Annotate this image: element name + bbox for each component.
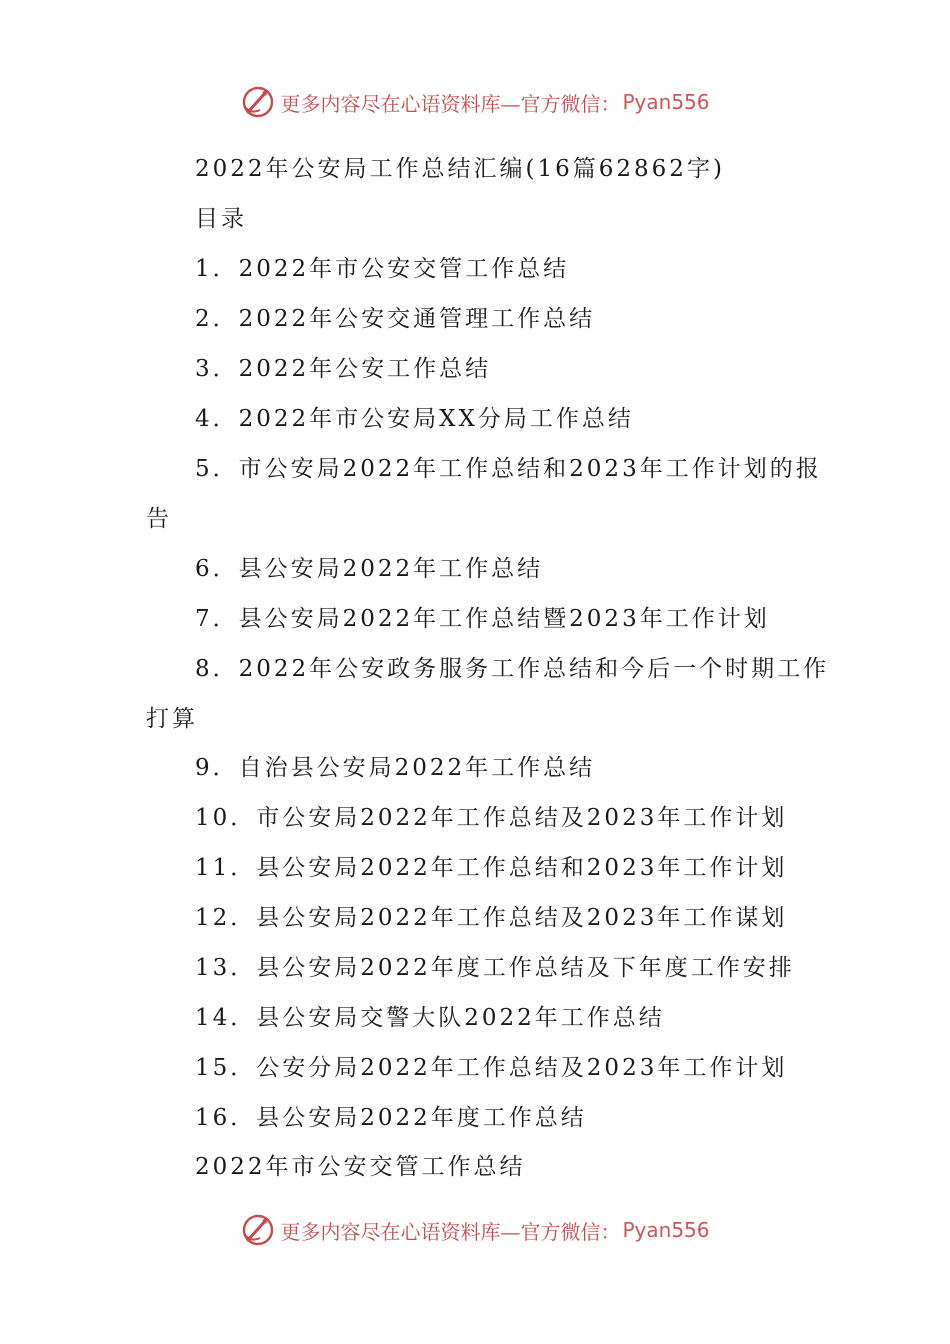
watermark-text: 更多内容尽在心语资料库—官方微信： bbox=[280, 91, 621, 116]
watermark-contact: Pyan556 bbox=[622, 90, 710, 114]
toc-item-continuation: 打算 bbox=[146, 706, 198, 732]
pen-circle-logo-icon bbox=[240, 84, 276, 120]
toc-item: 1．2022年市公安交管工作总结 bbox=[195, 256, 570, 282]
watermark-banner-bottom bbox=[0, 1208, 950, 1252]
toc-item: 15．公安分局2022年工作总结及2023年工作计划 bbox=[195, 1055, 788, 1081]
section-heading: 2022年市公安交管工作总结 bbox=[195, 1154, 526, 1180]
toc-item: 4．2022年市公安局XX分局工作总结 bbox=[195, 406, 634, 432]
toc-item: 13．县公安局2022年度工作总结及下年度工作安排 bbox=[195, 955, 795, 981]
toc-item: 12．县公安局2022年工作总结及2023年工作谋划 bbox=[195, 905, 788, 931]
toc-item: 8．2022年公安政务服务工作总结和今后一个时期工作 bbox=[195, 656, 830, 682]
toc-item: 14．县公安局交警大队2022年工作总结 bbox=[195, 1005, 665, 1031]
toc-item: 7．县公安局2022年工作总结暨2023年工作计划 bbox=[195, 606, 770, 632]
toc-item: 9．自治县公安局2022年工作总结 bbox=[195, 755, 596, 781]
toc-item-continuation: 告 bbox=[146, 506, 172, 532]
document-title: 2022年公安局工作总结汇编(16篇62862字) bbox=[195, 156, 725, 182]
toc-heading: 目录 bbox=[195, 206, 247, 232]
pen-circle-logo-icon bbox=[240, 1212, 276, 1248]
watermark-contact: Pyan556 bbox=[622, 1218, 710, 1242]
toc-item: 3．2022年公安工作总结 bbox=[195, 356, 492, 382]
toc-item: 2．2022年公安交通管理工作总结 bbox=[195, 306, 596, 332]
watermark-text: 更多内容尽在心语资料库—官方微信： bbox=[280, 1219, 621, 1244]
toc-item: 6．县公安局2022年工作总结 bbox=[195, 556, 544, 582]
toc-item: 16．县公安局2022年度工作总结 bbox=[195, 1105, 587, 1131]
watermark-banner-top bbox=[0, 80, 950, 124]
toc-item: 10．市公安局2022年工作总结及2023年工作计划 bbox=[195, 805, 788, 831]
toc-item: 11．县公安局2022年工作总结和2023年工作计划 bbox=[195, 855, 788, 881]
toc-item: 5．市公安局2022年工作总结和2023年工作计划的报 bbox=[195, 456, 822, 482]
